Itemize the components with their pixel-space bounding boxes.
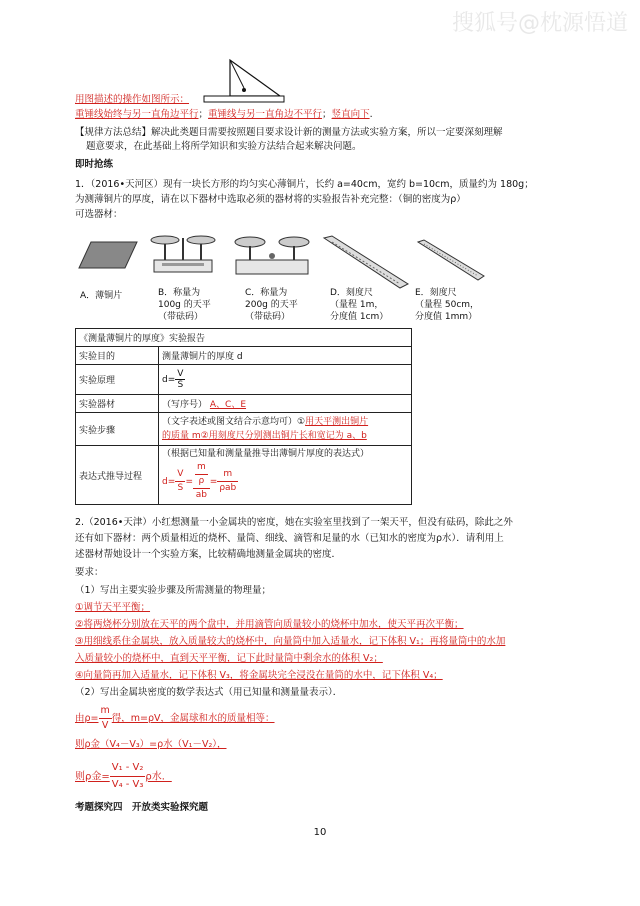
- equipment-label-c: C．称量为 200g 的天平 （带砝码）: [245, 288, 298, 322]
- ruler-50cm-image: [416, 238, 486, 282]
- steps-answer-1a: 用天平测出铜片: [305, 417, 369, 427]
- expr1-fraction: [99, 704, 112, 733]
- principle-prefix: d=: [162, 375, 176, 385]
- table-row: [76, 347, 412, 365]
- equipment-label-a: A．薄铜片: [80, 291, 123, 301]
- page-number: 10: [313, 827, 327, 838]
- q2-step-3a: ③用细线系住金属块，放入质量较大的烧杯中，向量筒中加入适量水，记下体积 V₁；再将量筒中的水加: [75, 636, 506, 647]
- q2-step-4: ④向量筒再加入适量水，记下体积 V₃，将金属块完全浸没在量筒的水中，记下体积 V₄；: [75, 670, 443, 681]
- q2-expression-1: [75, 704, 275, 733]
- formula-frac-vs: [175, 468, 185, 495]
- row-key-steps: 实验步骤: [76, 413, 159, 446]
- equipment-prefix: （写序号）: [162, 400, 208, 410]
- q2-expression-3: [75, 760, 172, 793]
- steps-answer-1b: 的质量 m: [162, 431, 201, 441]
- q2-requirements: 要求：: [75, 567, 104, 578]
- ruler-1m-image: [320, 234, 410, 290]
- formula-ab: ab: [195, 490, 207, 500]
- balance-100g-image: [148, 226, 218, 278]
- table-row: [76, 413, 412, 446]
- row-key-equipment: 实验器材: [76, 395, 159, 413]
- q2-step-2: ②将两烧杯分别放在天平的两个盘中，并用滴管向质量较小的烧杯中加水，使天平再次平衡；: [75, 619, 464, 630]
- balance-200g-image: [232, 230, 312, 280]
- equipment-label-d: D．刻度尺 （量程 1m， 分度值 1cm）: [330, 288, 389, 322]
- table-row: [76, 446, 412, 505]
- steps-prefix: （文字表述或图文结合示意均可）①: [162, 417, 306, 427]
- row-key-derivation: 表达式推导过程: [76, 446, 159, 505]
- equipment-label-e: E．刻度尺 （量程 50cm， 分度值 1mm）: [415, 288, 480, 322]
- formula-eq: =: [185, 477, 193, 487]
- row-value-derivation: [159, 446, 412, 505]
- q2-part-2: （2）写出金属块密度的数学表达式（用已知量和测量量表示）．: [75, 687, 343, 698]
- triangle-plumb-illustration: [200, 58, 290, 106]
- q1-line-3: 可选器材：: [75, 209, 123, 220]
- q2-step-3b: 入质量较小的烧杯中，直到天平平衡，记下此时量筒中剩余水的体积 V₂；: [75, 653, 383, 664]
- watermark-text: 搜狐号@枕源悟道: [451, 11, 628, 36]
- fraction-denominator: S: [177, 380, 184, 390]
- formula-frac-final: [217, 468, 238, 495]
- steps-answer-2: ②用刻度尺分别测出铜片长和宽记为 a、b: [200, 431, 367, 441]
- row-value-equipment: [159, 395, 412, 413]
- row-key-purpose: 实验目的: [76, 347, 159, 365]
- answer-sep-1: ；: [198, 109, 209, 120]
- formula-d: d=: [162, 477, 176, 487]
- figure-caption-line: [75, 94, 189, 106]
- expr1-numerator: m: [99, 704, 112, 719]
- q1-line-2: 为测薄铜片的厚度，请在以下器材中选取必须的器材将的实验报告补充完整：（铜的密度为ρ）: [75, 194, 466, 205]
- expr3-numerator: V₁ - V₂: [110, 760, 146, 777]
- formula-rhoab: ρab: [219, 483, 237, 493]
- practice-heading: 即时抢练: [75, 159, 114, 170]
- table-row: [76, 365, 412, 395]
- table-row: [76, 395, 412, 413]
- expr3-suffix: ρ水．: [145, 771, 172, 783]
- fraction-numerator: V: [177, 369, 184, 379]
- equipment-label-b: B．称量为 100g 的天平 （带砝码）: [158, 288, 211, 322]
- formula-frac-mrho-ab: [193, 461, 210, 502]
- expr3-denominator: V₄ - V₃: [111, 779, 144, 790]
- expr1-denominator: V: [101, 720, 109, 731]
- formula-m: m: [195, 461, 208, 475]
- formula-s: S: [177, 483, 184, 493]
- row-key-principle: 实验原理: [76, 365, 159, 395]
- q1-line-1: 1．（2016•天河区）现有一块长方形的均匀实心薄铜片，长约 a=40cm，宽约 b=10cm，质量约为 180g；: [75, 179, 534, 190]
- formula-eq-2: =: [209, 477, 218, 487]
- expr1-prefix: 由ρ=: [75, 713, 99, 724]
- formula-frac-mrho: [195, 461, 208, 488]
- section-heading: 考题探究四 开放类实验探究题: [75, 802, 209, 813]
- row-value-purpose: 测量薄铜片的厚度 d: [159, 347, 412, 365]
- formula-v: V: [175, 468, 185, 482]
- answer-a: 重锤线始终与另一直角边平行: [75, 109, 199, 120]
- equipment-answer: A、C、E: [209, 400, 247, 410]
- q2-part-1: （1）写出主要实验步骤及所需测量的物理量；: [75, 585, 272, 596]
- derivation-prefix: （根据已知量和测量量推导出薄铜片厚度的表达式）: [162, 449, 370, 459]
- report-title: 《测量薄铜片的厚度》实验报告: [76, 329, 412, 347]
- q2-step-1: ①调节天平平衡；: [75, 602, 151, 613]
- expr3-fraction: [110, 760, 146, 793]
- copper-sheet-image: [77, 238, 139, 274]
- row-value-steps: [159, 413, 412, 446]
- q2-line-1: 2.（2016•天津）小红想测量一小金属块的密度，她在实验室里找到了一架天平，但没有砝码，除此之外: [75, 517, 513, 528]
- figure-caption: 用图描述的操作如图所示：: [75, 94, 190, 105]
- answer-end: .: [369, 109, 373, 120]
- principle-fraction: [175, 369, 185, 390]
- answer-sep-2: ；: [322, 109, 332, 120]
- q2-expression-2: 则ρ金（V₄－V₃）=ρ水（V₁－V₂），: [75, 739, 227, 750]
- method-summary-2: 题意要求，在此基础上将所学知识和实验方法结合起来解决问题。: [86, 141, 362, 152]
- expr3-prefix: 则ρ金=: [75, 771, 110, 783]
- derivation-formula: [162, 462, 238, 500]
- report-title-row: [76, 329, 412, 347]
- expr1-suffix: 得，m=ρV，金属球和水的质量相等：: [111, 713, 275, 724]
- method-summary-1: 【规律方法总结】解决此类题目需要按照题目要求设计新的测量方法或实验方案，所以一定要深刻理解: [75, 127, 503, 138]
- row-value-principle: [159, 365, 412, 395]
- formula-m-2: m: [217, 468, 238, 482]
- answer-b: 重锤线与另一直角边不平行: [208, 109, 323, 120]
- answer-line: [75, 109, 373, 121]
- formula-num-mrho: [193, 461, 210, 489]
- experiment-report-table: [75, 328, 412, 505]
- answer-c: 竖直向下: [331, 109, 370, 120]
- q2-line-2: 还有如下器材：两个质量相近的烧杯、量筒、细线、滴管和足量的水（已知水的密度为ρ水）．请利用上: [75, 533, 504, 544]
- q2-line-3: 述器材帮她设计一个实验方案，比较精确地测量金属块的密度．: [75, 549, 342, 560]
- formula-rho: ρ: [198, 476, 205, 486]
